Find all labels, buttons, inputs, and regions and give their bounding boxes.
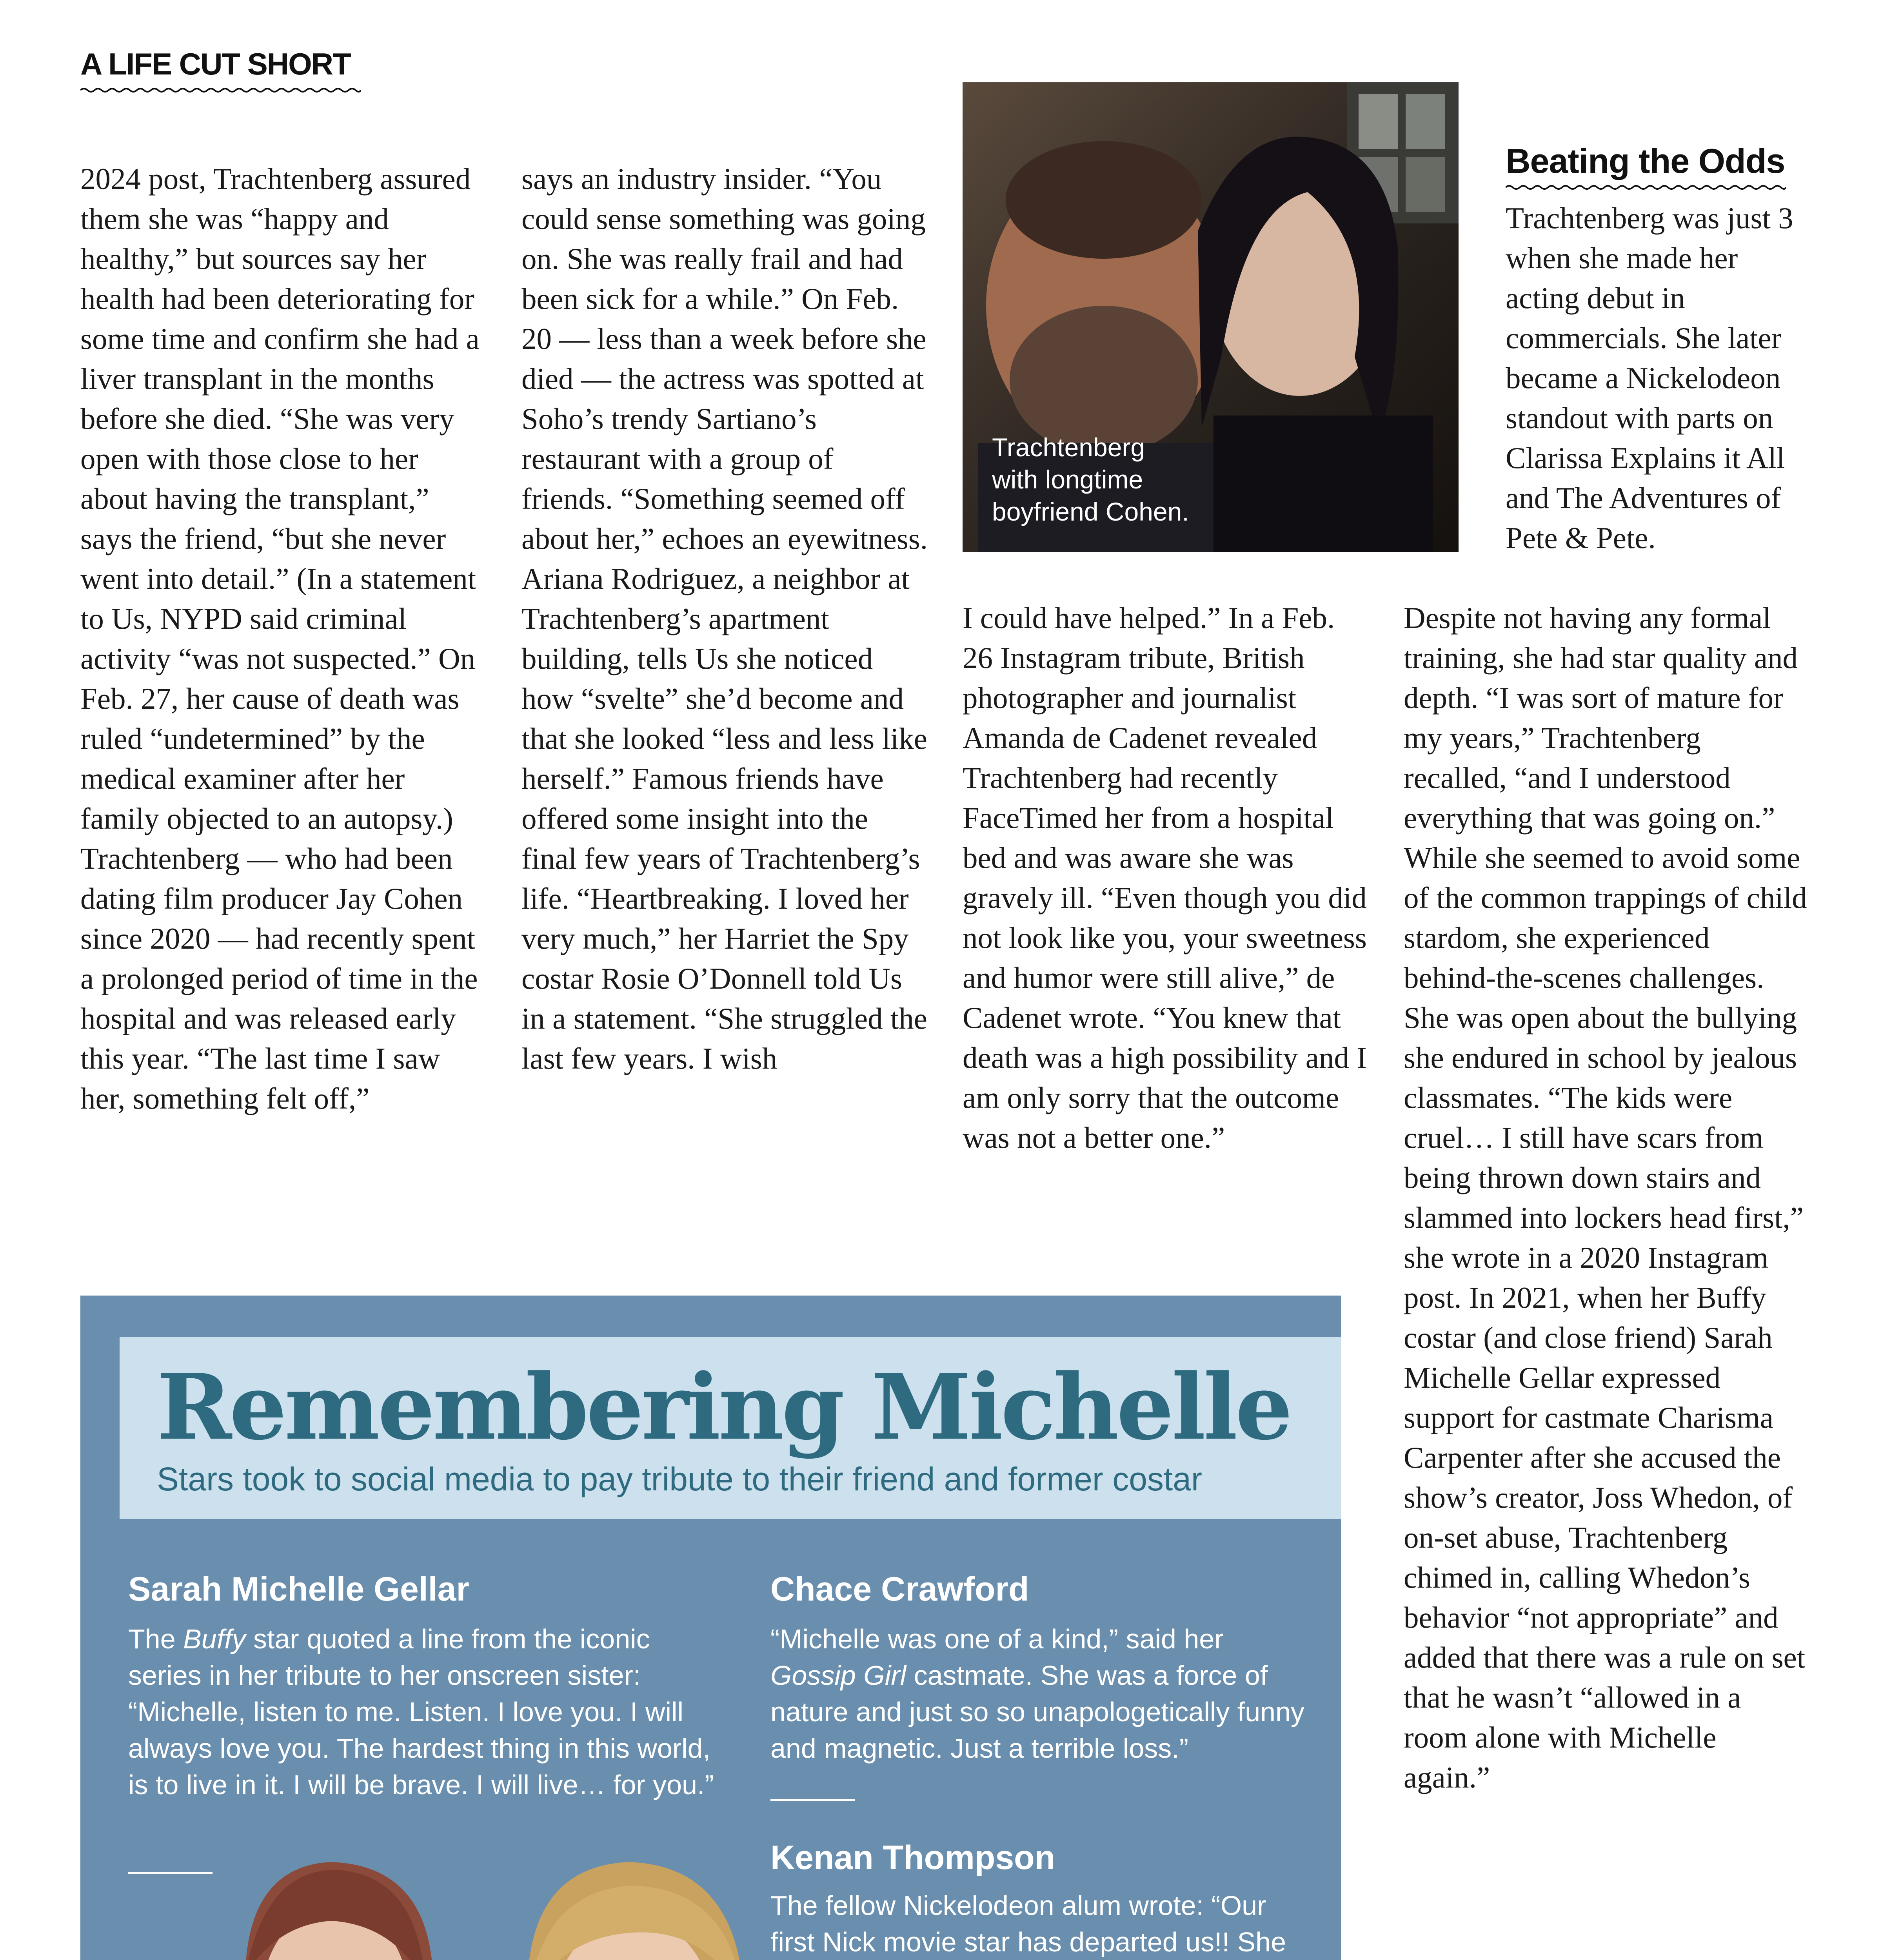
divider: [770, 1799, 855, 1801]
article-column-1: 2024 post, Trachtenberg assured them she was “happy and healthy,” but sources say her health had been deteriorating for some time and confirm she had a liver transplant in the months before she died. “She was very open with those close to her about having the transplant,” says the friend, “but she never went into detail.” (In a statement to Us, NYPD said criminal activity “was not suspected.” On Feb. 27, her cause of death was ruled “undetermined” by the medical examiner after her family objected to an autopsy.) Trachtenberg — who had been dating film producer Jay Cohen since 2020 — had recently spent a prolonged period of time in the hospital and was released early this year. “The last time I saw her, something felt off,”: [80, 162, 480, 1115]
tribute-name: Kenan Thompson: [770, 1839, 1055, 1877]
photo-caption: [992, 431, 1189, 528]
article-column-4-intro: Trachtenberg was just 3 when she made her acting debut in commercials. She later became a Nickelodeon standout with parts on Clarissa Explains it All and The Adventures of Pete & Pete.: [1506, 201, 1793, 555]
article-column-4: Despite not having any formal training, she had star quality and depth. “I was sort of mature for my years,” Trachtenberg recalled, “and I understood everything that was going on.” While she seemed to avoid some of the common trappings of child stardom, she experienced behind-the-scenes challenges. She was open about the bullying she endured in school by jealous classmates. “The kids were cruel… I still have scars from being thrown down stairs and slammed into lockers head first,” she wrote in a 2020 Instagram post. In 2021, when her Buffy costar (and close friend) Sarah Michelle Gellar expressed support for castmate Charisma Carpenter after she accused the show’s creator, Joss Whedon, of on-set abuse, Trachtenberg chimed in, calling Whedon’s behavior “not appropriate” and added that there was a rule on set that he wasn’t “allowed in a room alone with Michelle again.”: [1404, 601, 1807, 1794]
subhead-beating-the-odds: Beating the Odds: [1506, 142, 1785, 180]
section-label: A LIFE CUT SHORT: [80, 47, 351, 81]
photo-caption-line: with longtime: [992, 465, 1143, 494]
tribute-quote: “Michelle was one of a kind,” said her Gossip Girl castmate. She was a force of nature and just so so unapologetically funny and magnetic. Just a terrible loss.”: [770, 1624, 1305, 1764]
sidebar-subtitle: Stars took to social media to pay tribute to their friend and former costar: [157, 1461, 1202, 1497]
section-label-underline: [80, 87, 361, 93]
tribute-quote: The fellow Nickelodeon alum wrote: “Our first Nick movie star has departed us!! She: [770, 1890, 1286, 1957]
couple-photo: [963, 82, 1459, 552]
photo-caption-line: boyfriend Cohen.: [992, 497, 1189, 526]
article-column-2: says an industry insider. “You could sense something was going on. She was really frail and had been sick for a while.” On Feb. 20 — less than a week before she died — the actress was spotted at Soho’s trendy Sartiano’s restaurant with a group of friends. “Something seemed off about her,” echoes an eyewitness. Ariana Rodriguez, a neighbor at Trachtenberg’s apartment building, tells Us she noticed how “svelte” she’d become and that she looked “less and less like herself.” Famous friends have offered some insight into the final few years of Trachtenberg’s life. “Heartbreaking. I loved her very much,” her Harriet the Spy costar Rosie O’Donnell told Us in a statement. “She struggled the last few years. I wish: [521, 162, 928, 1075]
photo-caption-line: Trachtenberg: [992, 433, 1145, 462]
sidebar-title: Remembering Michelle: [157, 1354, 1291, 1460]
portrait-photo: [80, 1819, 868, 1960]
subhead-underline: [1506, 184, 1786, 191]
tribute-quote: The Buffy star quoted a line from the iconic series in her tribute to her onscreen sister: “Michelle, listen to me. Listen. I love you. I will always love you. The hardest thing in this world, is to live in it. I will be brave. I will live… for you.”: [128, 1624, 714, 1800]
article-column-3: I could have helped.” In a Feb. 26 Instagram tribute, British photographer and journalist Amanda de Cadenet revealed Trachtenberg had recently FaceTimed her from a hospital bed and was aware she was gravely ill. “Even though you did not look like you, your sweetness and humor were still alive,” de Cadenet wrote. “You knew that death was a high possibility and I am only sorry that the outcome was not a better one.”: [963, 601, 1367, 1154]
tribute-name: Sarah Michelle Gellar: [128, 1570, 469, 1608]
tribute-name: Chace Crawford: [770, 1570, 1029, 1608]
sidebar-banner: [120, 1337, 1341, 1519]
